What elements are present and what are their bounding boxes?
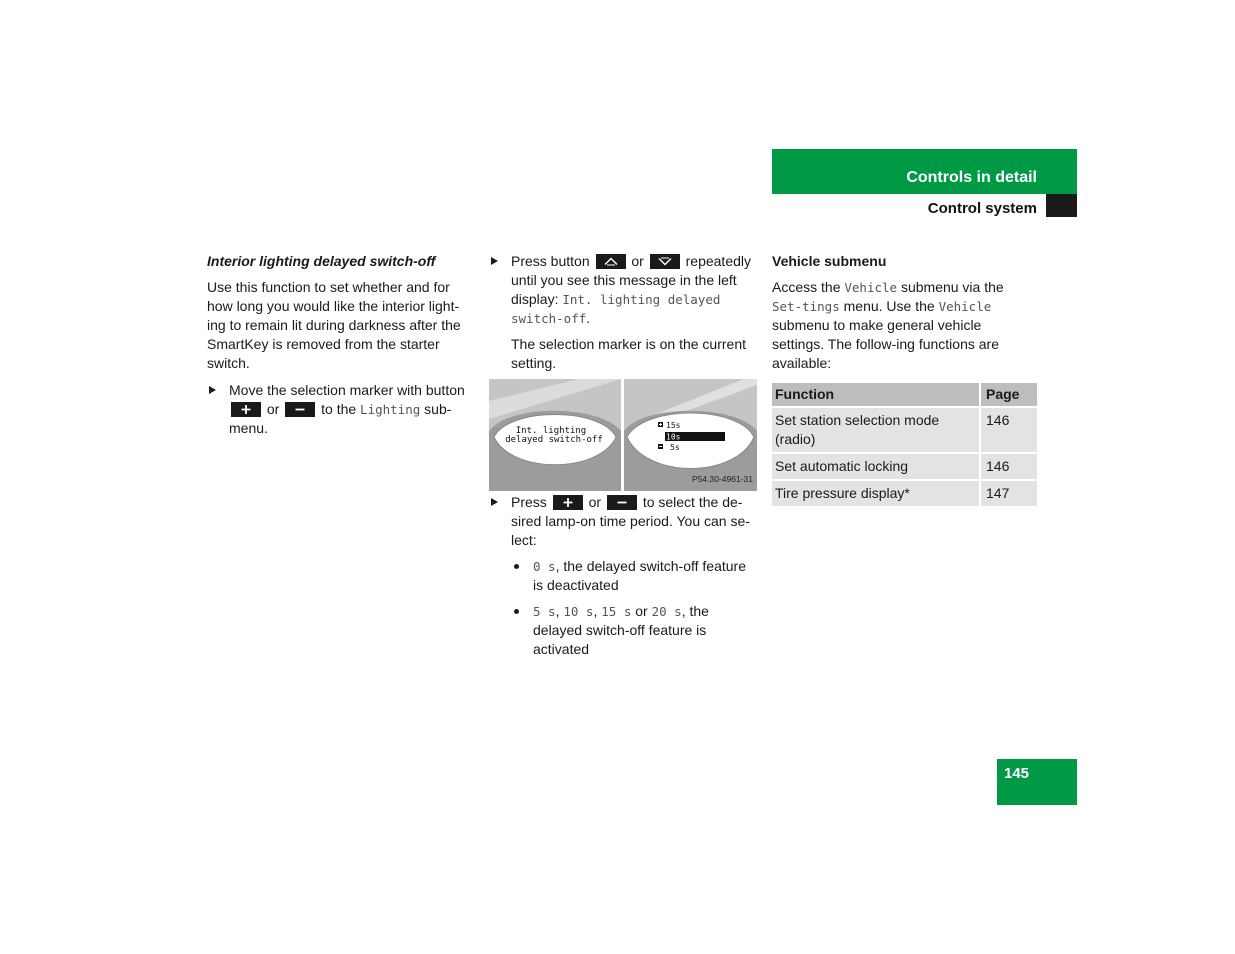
header-marker-block <box>1046 194 1077 217</box>
table-header-row <box>772 383 1037 407</box>
bullet-icon <box>514 609 519 614</box>
display-option-15s: 15s <box>666 421 681 430</box>
subsection-title: Control system <box>927 200 1037 217</box>
table-row <box>772 407 1037 453</box>
list-item: 5 s, 10 s, 15 s or 20 s, the delayed switch-off feature is activated <box>489 602 757 659</box>
step-arrow-icon <box>491 257 498 265</box>
page-number-box <box>997 759 1077 805</box>
display-text-line1: Int. lighting <box>515 426 587 436</box>
table-row <box>772 480 1037 507</box>
instruction-step: Move the selection marker with button or to the Lighting sub-menu. <box>207 381 472 438</box>
plus-button-icon <box>231 402 261 417</box>
intro-paragraph: Use this function to set whether and for how long you would like the interior light-ing to remain lit during darkness after the SmartKey is removed from the starter switch. <box>207 279 461 371</box>
section-title: Controls in detail <box>906 169 1037 186</box>
column-left <box>207 252 472 438</box>
note-paragraph: The selection marker is on the current setting. <box>511 336 746 371</box>
column-header-function: Function <box>772 383 980 407</box>
function-table <box>772 383 1037 508</box>
display-option-5s: 5s <box>670 443 680 452</box>
instruction-step: Press button or repeatedly until you see this message in the left display: Int. lighting delayed switch-off. <box>489 252 757 328</box>
column-right <box>772 252 1037 508</box>
display-option-10s: 10s <box>666 432 681 442</box>
bullet-icon <box>514 564 519 569</box>
left-display-panel <box>489 379 621 491</box>
table-cell-function: Tire pressure display* <box>772 480 980 507</box>
plus-button-icon <box>553 495 583 510</box>
column-middle <box>489 252 757 659</box>
table-row <box>772 453 1037 480</box>
intro-paragraph: Access the Vehicle submenu via the Set-tings menu. Use the Vehicle submenu to make general vehicle settings. The follow-ing functions are available: <box>772 279 1004 371</box>
figure-label: P54.30-4961-31 <box>692 474 753 484</box>
display-illustration <box>489 379 757 491</box>
table-cell-page: 147 <box>980 480 1037 507</box>
step-arrow-icon <box>491 498 498 506</box>
up-button-icon <box>596 254 626 269</box>
subsection-header <box>772 194 1077 217</box>
section-heading: Interior lighting delayed switch-off <box>207 253 436 269</box>
down-button-icon <box>650 254 680 269</box>
list-item: 0 s, the delayed switch-off feature is deactivated <box>489 557 757 595</box>
section-heading: Vehicle submenu <box>772 253 887 269</box>
display-text-line2: delayed switch-off <box>505 435 603 445</box>
table-cell-function: Set automatic locking <box>772 453 980 480</box>
minus-button-icon <box>607 495 637 510</box>
table-cell-function: Set station selection mode (radio) <box>772 407 980 453</box>
instruction-step: Press or to select the de-sired lamp-on time period. You can se-lect: <box>489 493 757 550</box>
column-header-page: Page <box>980 383 1037 407</box>
page-number: 145 <box>1004 765 1030 782</box>
table-cell-page: 146 <box>980 407 1037 453</box>
section-header <box>772 149 1077 194</box>
step-arrow-icon <box>209 386 216 394</box>
table-cell-page: 146 <box>980 453 1037 480</box>
minus-button-icon <box>285 402 315 417</box>
